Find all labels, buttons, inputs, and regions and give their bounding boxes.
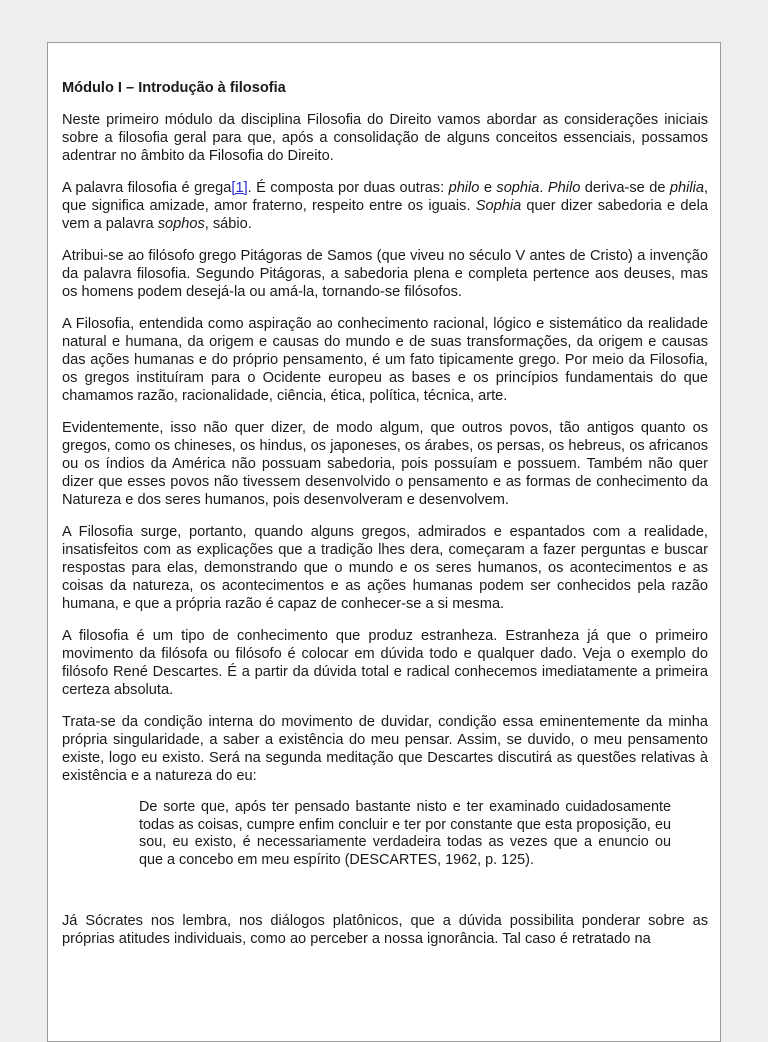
paragraph-6: A Filosofia surge, portanto, quando alguns gregos, admirados e espantados com a realidade, insatisfeitos com as explicações que a tradição lhes dera, começaram a fazer perguntas e buscar respostas para elas, demonstrando que o mundo e os seres humanos, os acontecimentos e as coisas da natureza, os acontecimentos e as ações humanas podem ser conhecidos pela razão humana, e que a própria razão é capaz de conhecer-se a si mesma. [62, 524, 708, 612]
paragraph-5: Evidentemente, isso não quer dizer, de modo algum, que outros povos, tão antigos quanto os gregos, como os chineses, os hindus, os japoneses, os árabes, os persas, os hebreus, os africanos ou os índios da América não possuam sabedoria, pois possuíam e possuem. Também não quer dizer que esses povos não tivessem desenvolvido o pensamento e as formas de conhecimento da Natureza e dos seres humanos, pois desenvolveram e desenvolvem. [62, 420, 708, 508]
text-run: . É composta por duas outras: [247, 180, 449, 196]
term-philo: philo [448, 180, 480, 196]
paragraph-4: A Filosofia, entendida como aspiração ao conhecimento racional, lógico e sistemático da realidade natural e humana, da origem e causas do mundo e de suas transformações, da origem e causas das ações humanas e do próprio pensamento, é um fato tipicamente grego. Por meio da Filosofia, os gregos instituíram para o Ocidente europeu as bases e os princípios fundamentais do que chamamos razão, racionalidade, ciência, ética, política, técnica, arte. [62, 316, 708, 404]
text-run: . [539, 180, 548, 196]
paragraph-1: Neste primeiro módulo da disciplina Filosofia do Direito vamos abordar as considerações iniciais sobre a filosofia geral para que, após a consolidação de alguns conceitos essenciais, possamos adentrar no âmbito da Filosofia do Direito. [62, 112, 708, 164]
text-run: A palavra filosofia é grega [62, 180, 232, 196]
term-philia: philia [669, 180, 704, 196]
block-quote: De sorte que, após ter pensado bastante nisto e ter examinado cuidadosamente todas as coisas, cumpre enfim concluir e ter por constante que esta proposição, eu sou, eu existo, é necessariamente verdadeira todas as vezes que a enuncio ou que a concebo em meu espírito (DESCARTES, 1962, p. 125). [139, 799, 671, 868]
document-page [47, 42, 721, 1042]
term-sophos: sophos [157, 216, 205, 232]
term-sophia: sophia [496, 180, 540, 196]
text-run: deriva-se de [580, 180, 670, 196]
term-philo-cap: Philo [547, 180, 581, 196]
text-run: , sábio. [204, 216, 252, 232]
paragraph-9: Já Sócrates nos lembra, nos diálogos platônicos, que a dúvida possibilita ponderar sobre as próprias atitudes individuais, como ao perceber a nossa ignorância. Tal caso é retratado na [62, 913, 708, 948]
paragraph-3: Atribui-se ao filósofo grego Pitágoras de Samos (que viveu no século V antes de Cristo) a invenção da palavra filosofia. Segundo Pitágoras, a sabedoria plena e completa pertence aos deuses, mas os homens podem desejá-la ou amá-la, tornando-se filósofos. [62, 248, 708, 300]
paragraph-7: A filosofia é um tipo de conhecimento que produz estranheza. Estranheza já que o primeiro movimento da filósofa ou filósofo é colocar em dúvida todo e qualquer dado. Veja o exemplo do filósofo René Descartes. É a partir da dúvida total e radical conhecemos imediatamente a primeira certeza absoluta. [62, 628, 708, 698]
text-run: e [479, 180, 497, 196]
text-run: quer dizer sabedoria e dela vem a palavra [62, 198, 708, 232]
footnote-link[interactable]: [1] [231, 180, 248, 196]
document-body [62, 79, 708, 962]
paragraph-8: Trata-se da condição interna do movimento de duvidar, condição essa eminentemente da minha própria singularidade, a saber a existência do meu pensar. Assim, se duvido, o meu pensamento existe, logo eu existo. Será na segunda meditação que Descartes discutirá as questões relativas à existência e a natureza do eu: [62, 714, 708, 784]
text-run: , que significa amizade, amor fraterno, respeito entre os iguais. [62, 180, 709, 214]
paragraph-2 [62, 179, 708, 233]
term-sophia-cap: Sophia [475, 198, 522, 214]
section-title: Módulo I – Introdução à filosofia [62, 80, 286, 96]
